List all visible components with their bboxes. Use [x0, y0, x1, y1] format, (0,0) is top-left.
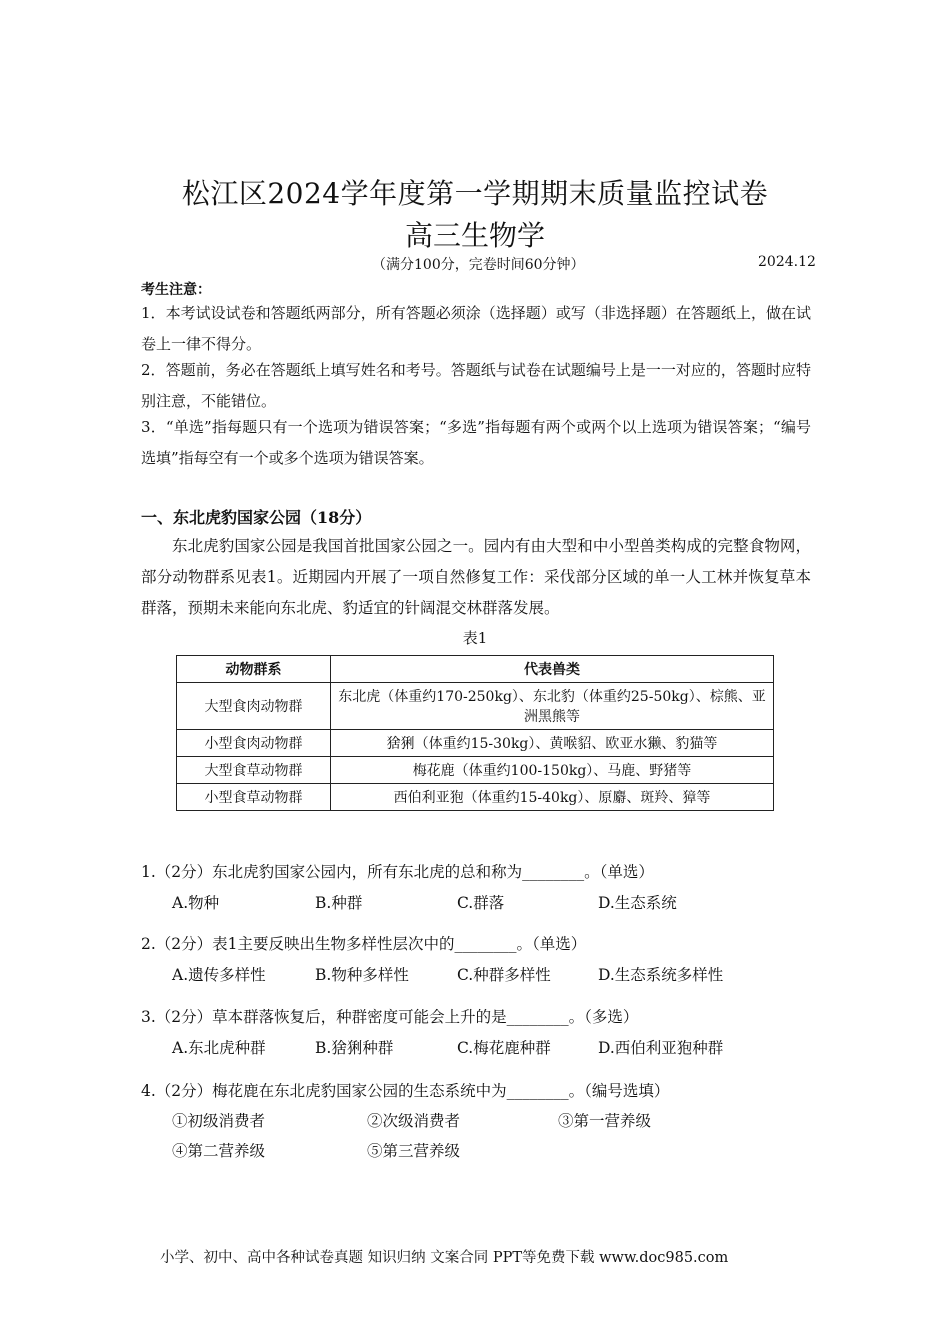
option-a: A.物种: [172, 894, 220, 912]
option-4: ④第二营养级: [172, 1142, 266, 1160]
notice-item: 1．本考试设试卷和答题纸两部分，所有答题必须涂（选择题）或写（非选择题）在答题纸上，做在试卷上一律不得分。: [141, 304, 811, 353]
question-options: [172, 1036, 812, 1058]
option-a: A.遗传多样性: [172, 966, 266, 984]
question-options: [172, 963, 812, 985]
option-c: C.群落: [457, 894, 505, 912]
exam-info: （满分100分，完卷时间60分钟）: [372, 257, 585, 273]
table-cell: 大型食肉动物群: [177, 683, 331, 730]
question-options: [172, 1109, 812, 1131]
option-d: D.西伯利亚狍种群: [598, 1039, 724, 1057]
exam-subject: 高三生物学: [404, 219, 545, 252]
question-options: [172, 891, 812, 913]
notice-heading: 考生注意：: [141, 282, 211, 298]
option-c: C.梅花鹿种群: [457, 1039, 551, 1057]
table-cell: 大型食草动物群: [177, 757, 331, 784]
table-row: [177, 683, 774, 730]
section-heading: 一、东北虎豹国家公园（18分）: [141, 508, 372, 527]
question-stem: 1.（2分）东北虎豹国家公园内，所有东北虎的总和称为________。（单选）: [141, 863, 654, 881]
question-stem: 2.（2分）表1主要反映出生物多样性层次中的________。（单选）: [141, 935, 587, 953]
footer-text: 小学、初中、高中各种试卷真题 知识归纳 文案合同 PPT等免费下载 www.doc985.com: [160, 1250, 729, 1266]
option-2: ②次级消费者: [367, 1112, 461, 1130]
table-header-cell: 代表兽类: [331, 656, 774, 683]
question-options: [172, 1139, 812, 1161]
option-a: A.东北虎种群: [172, 1039, 266, 1057]
option-b: B.猞猁种群: [315, 1039, 394, 1057]
option-5: ⑤第三营养级: [367, 1142, 461, 1160]
table-cell: 猞猁（体重约15-30kg）、黄喉貂、欧亚水獭、豹猫等: [331, 730, 774, 757]
section-paragraph: 东北虎豹国家公园是我国首批国家公园之一。园内有由大型和中小型兽类构成的完整食物网，部分动物群系见表1。近期园内开展了一项自然修复工作：采伐部分区域的单一人工林并恢复草本群落，预期未来能向东北虎、豹适宜的针阔混交林群落发展。: [141, 537, 811, 617]
notice-item: 2．答题前，务必在答题纸上填写姓名和考号。答题纸与试卷在试题编号上是一一对应的，答题时应特别注意，不能错位。: [141, 361, 811, 410]
table-row: [177, 757, 774, 784]
table-caption: 表1: [462, 629, 488, 647]
option-3: ③第一营养级: [558, 1112, 652, 1130]
table-cell: 西伯利亚狍（体重约15-40kg）、原麝、斑羚、獐等: [331, 784, 774, 811]
table-cell: 梅花鹿（体重约100-150kg）、马鹿、野猪等: [331, 757, 774, 784]
table-row: [177, 784, 774, 811]
option-b: B.物种多样性: [315, 966, 409, 984]
fauna-table: [176, 655, 774, 811]
option-1: ①初级消费者: [172, 1112, 266, 1130]
question-stem: 4.（2分）梅花鹿在东北虎豹国家公园的生态系统中为________。（编号选填）: [141, 1082, 670, 1100]
table-cell: 小型食草动物群: [177, 784, 331, 811]
option-d: D.生态系统: [598, 894, 677, 912]
exam-date: 2024.12: [758, 254, 816, 270]
option-c: C.种群多样性: [457, 966, 551, 984]
table-cell: 东北虎（体重约170-250kg）、东北豹（体重约25-50kg）、棕熊、亚洲黑熊等: [331, 683, 774, 730]
notice-item: 3．“单选”指每题只有一个选项为错误答案；“多选”指每题有两个或两个以上选项为错误答案；“编号选填”指每空有一个或多个选项为错误答案。: [141, 418, 811, 467]
table-cell: 小型食肉动物群: [177, 730, 331, 757]
option-d: D.生态系统多样性: [598, 966, 724, 984]
table-header-row: [177, 656, 774, 683]
option-b: B.种群: [315, 894, 363, 912]
exam-title: 松江区2024学年度第一学期期末质量监控试卷: [181, 177, 769, 210]
table-row: [177, 730, 774, 757]
question-stem: 3.（2分）草本群落恢复后，种群密度可能会上升的是________。（多选）: [141, 1008, 639, 1026]
table-header-cell: 动物群系: [177, 656, 331, 683]
